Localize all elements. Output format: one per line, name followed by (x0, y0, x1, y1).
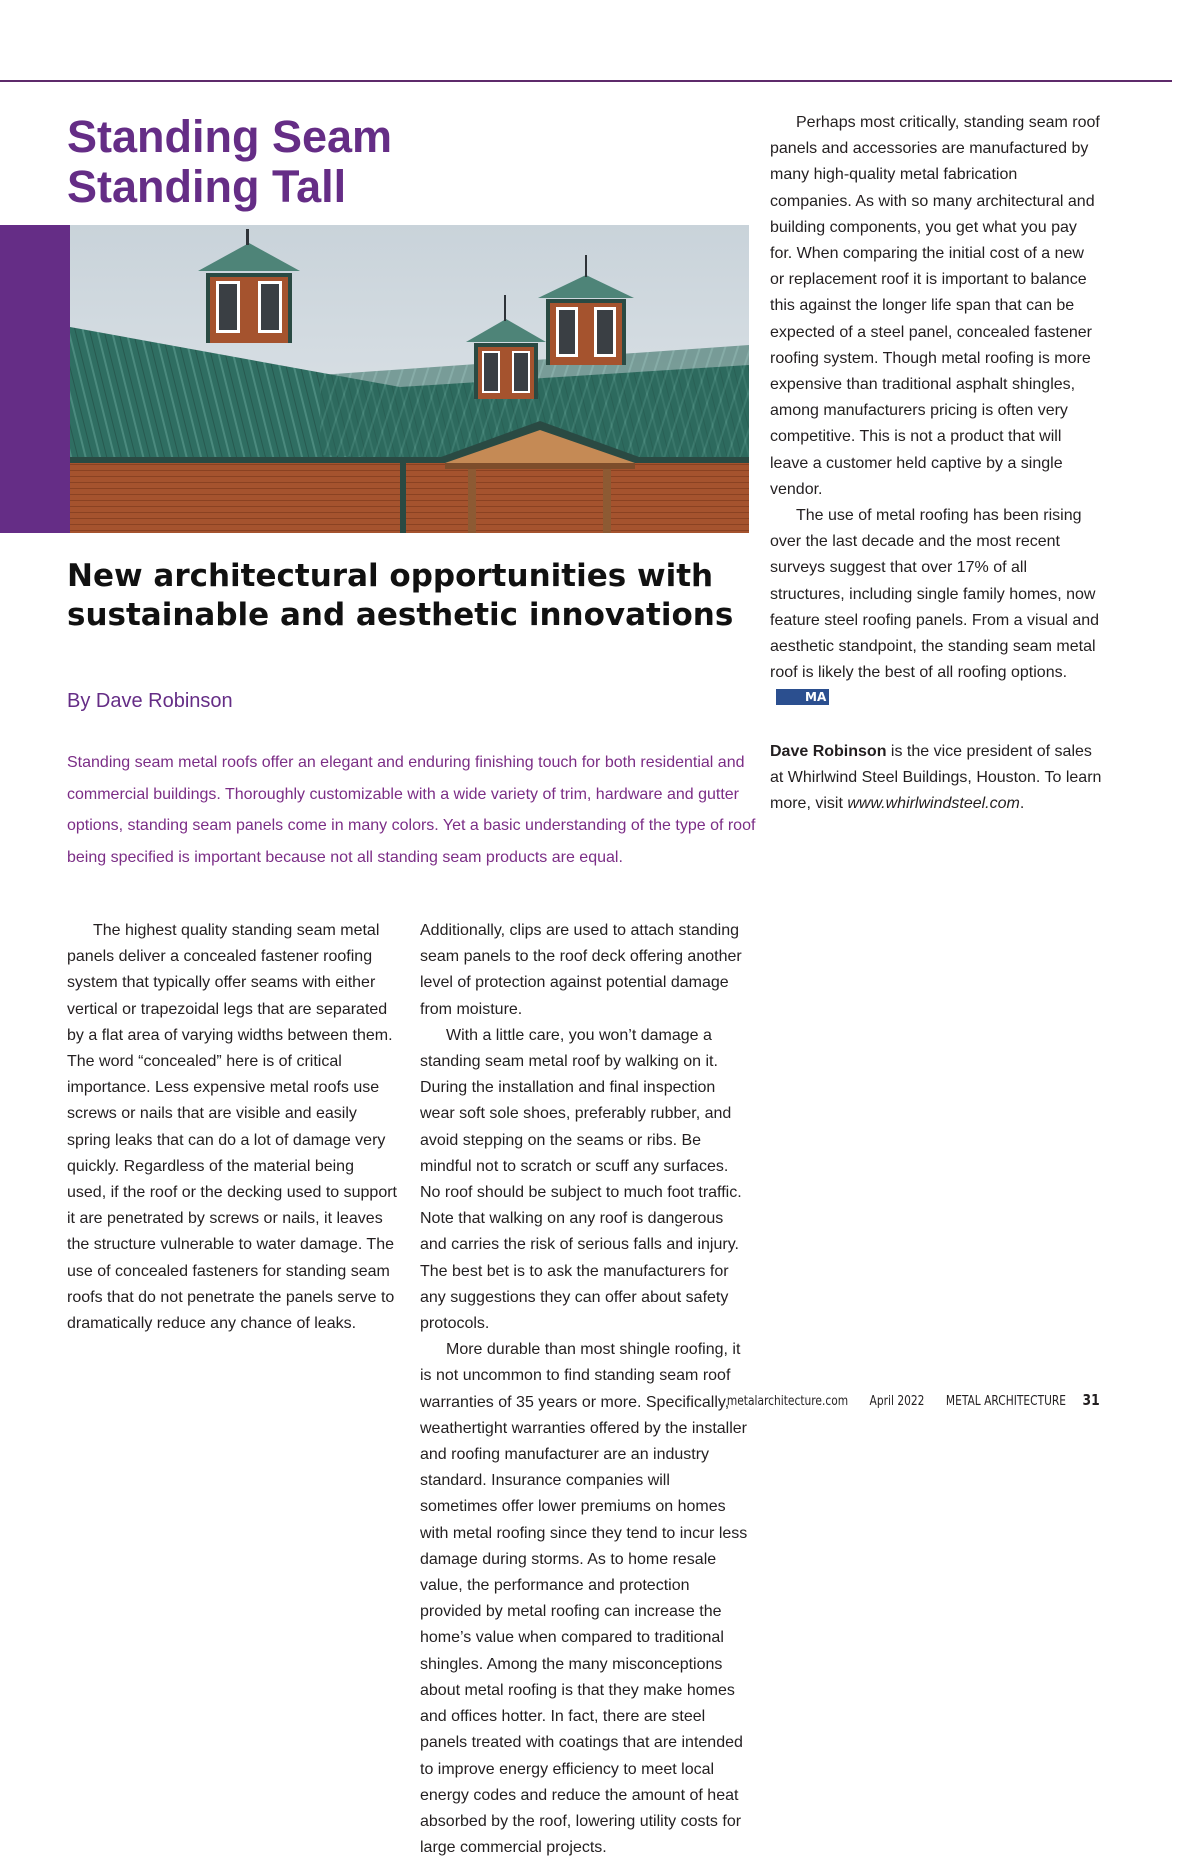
body-paragraph-final (770, 503, 1102, 713)
lede-paragraph: Standing seam metal roofs offer an elegant and enduring finishing touch for both residential and commercial buildings. Thoroughly customizable with a wide variety of trim, hardware and gutter options, standing seam panels come in many colors. Yet a basic understanding of the type of roof being specified is important because not all standing seam products are equal. (67, 754, 756, 866)
title-line-2: Standing Tall (67, 161, 347, 212)
body-column-2 (420, 918, 750, 1861)
body-paragraph: More durable than most shingle roofing, it is not uncommon to find standing seam roof warranties of 35 years or more. Specifically, weathertight warranties offered by the installer and roofing manufacturer are an industry standard. Insurance companies will sometimes offer lower premiums on homes with metal roofing since they tend to incur less damage during storms. As to home resale value, the performance and protection provided by metal roofing can increase the home’s value when compared to traditional shingles. Among the many misconceptions about metal roofing is that they make homes and offices hotter. In fact, there are steel panels treated with coatings that are intended to improve energy efficiency to meet local energy codes and reduce the amount of heat absorbed by the roof, lowering utility costs for large commercial projects. (420, 1341, 748, 1857)
body-paragraph: Perhaps most critically, standing seam roof panels and accessories are manufactured by many high-quality metal fabrication companies. As with so many architectural and building components, you get what you pay for. When comparing the initial cost of a new or replacement roof it is important to balance this against the longer life span that can be expected of a steel panel, concealed fastener roofing system. Though metal roofing is more expensive than traditional asphalt shingles, among manufacturers pricing is often very competitive. This is not a product that will leave a customer held captive by a single vendor. (770, 114, 1100, 498)
body-column-3 (770, 110, 1102, 817)
article-photo (70, 225, 749, 533)
body-paragraph: Additionally, clips are used to attach standing seam panels to the roof deck offering another level of protection against potential damage from moisture. (420, 922, 742, 1018)
title-line-1: Standing Seam (67, 111, 393, 162)
author-name: Dave Robinson (770, 742, 887, 760)
accent-bar (0, 225, 70, 533)
article-title (67, 112, 727, 212)
author-website-link[interactable]: www.whirlwindsteel.com (847, 795, 1020, 813)
footer-date: April 2022 (869, 1394, 925, 1409)
body-paragraph: With a little care, you won’t damage a standing seam metal roof by walking on it. During the installation and final inspection wear soft sole shoes, preferably rubber, and avoid stepping on the seams or ribs. Be mindful not to scratch or scuff any surfaces. No roof should be subject to much foot traffic. Note that walking on any roof is dangerous and carries the risk of serious falls and injury. The best bet is to ask the manufacturers for any suggestions they can offer about safety protocols. (420, 1026, 742, 1333)
author-bio (770, 739, 1102, 818)
page-footer (709, 1391, 1100, 1409)
author-bio-end: . (1019, 795, 1025, 813)
footer-magazine: METAL ARCHITECTURE (946, 1394, 1067, 1409)
body-paragraph: The highest quality standing seam metal panels deliver a concealed fastener roofing system that typically offer seams with either vertical or trapezoidal legs that are separated by a flat area of varying widths between them. The word “concealed” here is of critical importance. Less expensive metal roofs use screws or nails that are visible and easily spring leaks that can do a lot of damage very quickly. Regardless of the material being used, if the roof or the decking used to support it are penetrated by screws or nails, it leaves the structure vulnerable to water damage. The use of concealed fasteners for standing seam roofs that do not penetrate the panels serve to dramatically reduce any chance of leaks. (67, 922, 397, 1333)
end-mark-icon: MA (776, 689, 829, 705)
top-rule (0, 80, 1172, 82)
body-column-1 (67, 918, 397, 1337)
article-subtitle: New architectural opportunities with sustainable and aesthetic innovations (67, 558, 734, 633)
author-bio-text: is the vice president of sales at Whirlwind Steel Buildings, Houston. To learn more, visit (770, 742, 1102, 813)
page-number: 31 (1082, 1391, 1100, 1409)
footer-site: metalarchitecture.com (727, 1394, 849, 1409)
byline: By Dave Robinson (67, 690, 233, 712)
final-paragraph-text: The use of metal roofing has been rising over the last decade and the most recent surveys suggest that over 17% of all structures, including single family homes, now feature steel roofing panels. From a visual and aesthetic standpoint, the standing seam metal roof is likely the best of all roofing options. (770, 507, 1100, 682)
